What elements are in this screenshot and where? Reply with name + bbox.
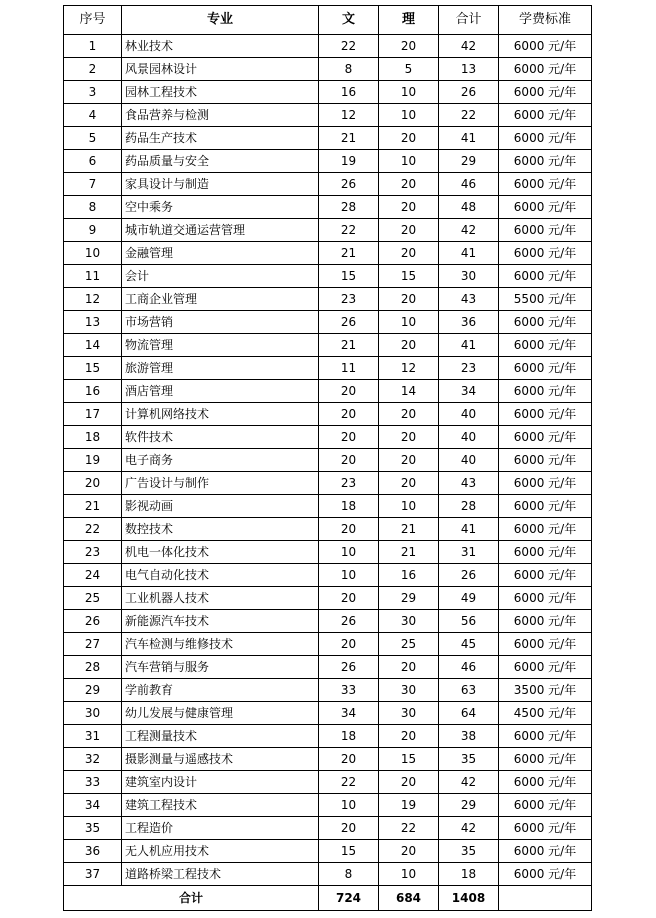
- row-index: 7: [64, 173, 122, 196]
- row-arts: 10: [319, 541, 379, 564]
- row-major: 计算机网络技术: [122, 403, 319, 426]
- row-total: 48: [439, 196, 499, 219]
- table-row: [64, 472, 592, 495]
- table-row: [64, 311, 592, 334]
- row-arts: 12: [319, 104, 379, 127]
- row-science: 20: [379, 288, 439, 311]
- header-major: 专业: [122, 6, 319, 35]
- row-major: 新能源汽车技术: [122, 610, 319, 633]
- row-index: 36: [64, 840, 122, 863]
- row-index: 9: [64, 219, 122, 242]
- header-total: 合计: [439, 6, 499, 35]
- row-science: 10: [379, 150, 439, 173]
- table-row: [64, 150, 592, 173]
- row-science: 20: [379, 472, 439, 495]
- row-science: 20: [379, 725, 439, 748]
- row-total: 56: [439, 610, 499, 633]
- row-total: 43: [439, 288, 499, 311]
- table-row: [64, 748, 592, 771]
- row-index: 2: [64, 58, 122, 81]
- row-total: 40: [439, 426, 499, 449]
- row-arts: 15: [319, 265, 379, 288]
- row-index: 6: [64, 150, 122, 173]
- row-arts: 34: [319, 702, 379, 725]
- table-row: [64, 265, 592, 288]
- row-major: 会计: [122, 265, 319, 288]
- table-row: [64, 541, 592, 564]
- row-arts: 28: [319, 196, 379, 219]
- row-fee: 6000 元/年: [499, 840, 592, 863]
- row-fee: 5500 元/年: [499, 288, 592, 311]
- row-arts: 15: [319, 840, 379, 863]
- table-row: [64, 679, 592, 702]
- row-total: 43: [439, 472, 499, 495]
- row-total: 42: [439, 35, 499, 58]
- table-row: [64, 173, 592, 196]
- row-major: 无人机应用技术: [122, 840, 319, 863]
- row-fee: 6000 元/年: [499, 771, 592, 794]
- row-science: 19: [379, 794, 439, 817]
- table-row: [64, 127, 592, 150]
- table-row: [64, 219, 592, 242]
- row-total: 28: [439, 495, 499, 518]
- row-arts: 8: [319, 863, 379, 886]
- row-science: 10: [379, 104, 439, 127]
- row-arts: 20: [319, 587, 379, 610]
- row-fee: 6000 元/年: [499, 127, 592, 150]
- row-arts: 20: [319, 380, 379, 403]
- row-major: 市场营销: [122, 311, 319, 334]
- row-total: 36: [439, 311, 499, 334]
- row-index: 8: [64, 196, 122, 219]
- row-index: 20: [64, 472, 122, 495]
- row-index: 29: [64, 679, 122, 702]
- row-index: 37: [64, 863, 122, 886]
- row-total: 23: [439, 357, 499, 380]
- row-science: 5: [379, 58, 439, 81]
- row-fee: 6000 元/年: [499, 81, 592, 104]
- row-index: 1: [64, 35, 122, 58]
- row-major: 建筑室内设计: [122, 771, 319, 794]
- row-arts: 20: [319, 403, 379, 426]
- row-index: 30: [64, 702, 122, 725]
- table-row: [64, 495, 592, 518]
- row-major: 工商企业管理: [122, 288, 319, 311]
- row-major: 酒店管理: [122, 380, 319, 403]
- row-science: 10: [379, 81, 439, 104]
- row-fee: 6000 元/年: [499, 541, 592, 564]
- row-major: 学前教育: [122, 679, 319, 702]
- row-major: 空中乘务: [122, 196, 319, 219]
- row-total: 22: [439, 104, 499, 127]
- row-fee: 6000 元/年: [499, 219, 592, 242]
- row-major: 工业机器人技术: [122, 587, 319, 610]
- row-fee: 6000 元/年: [499, 58, 592, 81]
- row-science: 20: [379, 426, 439, 449]
- row-arts: 21: [319, 242, 379, 265]
- row-science: 21: [379, 541, 439, 564]
- row-fee: 6000 元/年: [499, 426, 592, 449]
- row-science: 21: [379, 518, 439, 541]
- row-total: 41: [439, 127, 499, 150]
- table-row: [64, 334, 592, 357]
- row-science: 15: [379, 265, 439, 288]
- row-major: 机电一体化技术: [122, 541, 319, 564]
- row-index: 31: [64, 725, 122, 748]
- row-arts: 11: [319, 357, 379, 380]
- row-major: 物流管理: [122, 334, 319, 357]
- row-arts: 26: [319, 656, 379, 679]
- row-fee: 6000 元/年: [499, 817, 592, 840]
- table-row: [64, 702, 592, 725]
- row-total: 40: [439, 403, 499, 426]
- row-science: 29: [379, 587, 439, 610]
- table-row: [64, 242, 592, 265]
- row-science: 30: [379, 610, 439, 633]
- table-row: [64, 656, 592, 679]
- row-major: 金融管理: [122, 242, 319, 265]
- row-major: 电气自动化技术: [122, 564, 319, 587]
- row-index: 25: [64, 587, 122, 610]
- row-fee: 6000 元/年: [499, 35, 592, 58]
- row-total: 38: [439, 725, 499, 748]
- table-row: [64, 725, 592, 748]
- row-fee: 6000 元/年: [499, 380, 592, 403]
- table-row: [64, 403, 592, 426]
- row-major: 园林工程技术: [122, 81, 319, 104]
- row-index: 32: [64, 748, 122, 771]
- row-science: 30: [379, 702, 439, 725]
- row-index: 16: [64, 380, 122, 403]
- table-row: [64, 196, 592, 219]
- row-index: 23: [64, 541, 122, 564]
- row-major: 影视动画: [122, 495, 319, 518]
- row-total: 35: [439, 748, 499, 771]
- row-arts: 26: [319, 610, 379, 633]
- row-total: 35: [439, 840, 499, 863]
- row-science: 20: [379, 771, 439, 794]
- row-index: 17: [64, 403, 122, 426]
- row-arts: 23: [319, 472, 379, 495]
- table-row: [64, 449, 592, 472]
- row-major: 林业技术: [122, 35, 319, 58]
- table-row: [64, 863, 592, 886]
- table-row: [64, 564, 592, 587]
- total-science: 684: [379, 886, 439, 911]
- row-fee: 6000 元/年: [499, 150, 592, 173]
- row-arts: 10: [319, 794, 379, 817]
- row-fee: 6000 元/年: [499, 403, 592, 426]
- header-row: [64, 6, 592, 35]
- row-arts: 33: [319, 679, 379, 702]
- row-index: 34: [64, 794, 122, 817]
- row-index: 13: [64, 311, 122, 334]
- table-row: [64, 35, 592, 58]
- row-total: 42: [439, 817, 499, 840]
- row-arts: 8: [319, 58, 379, 81]
- row-index: 10: [64, 242, 122, 265]
- row-index: 26: [64, 610, 122, 633]
- row-major: 幼儿发展与健康管理: [122, 702, 319, 725]
- header-science: 理: [379, 6, 439, 35]
- row-total: 26: [439, 81, 499, 104]
- table-row: [64, 771, 592, 794]
- row-index: 19: [64, 449, 122, 472]
- row-science: 30: [379, 679, 439, 702]
- header-fee: 学费标准: [499, 6, 592, 35]
- total-label: 合计: [64, 886, 319, 911]
- row-major: 数控技术: [122, 518, 319, 541]
- row-total: 13: [439, 58, 499, 81]
- header-index: 序号: [64, 6, 122, 35]
- total-all: 1408: [439, 886, 499, 911]
- row-science: 15: [379, 748, 439, 771]
- row-fee: 6000 元/年: [499, 656, 592, 679]
- row-fee: 6000 元/年: [499, 564, 592, 587]
- row-arts: 20: [319, 817, 379, 840]
- row-science: 10: [379, 311, 439, 334]
- row-total: 49: [439, 587, 499, 610]
- row-total: 41: [439, 334, 499, 357]
- row-fee: 6000 元/年: [499, 104, 592, 127]
- row-science: 10: [379, 495, 439, 518]
- row-science: 20: [379, 242, 439, 265]
- row-arts: 26: [319, 173, 379, 196]
- row-index: 4: [64, 104, 122, 127]
- row-fee: 6000 元/年: [499, 495, 592, 518]
- row-major: 电子商务: [122, 449, 319, 472]
- enrollment-plan-table: [63, 5, 592, 911]
- table-row: [64, 794, 592, 817]
- row-index: 14: [64, 334, 122, 357]
- row-major: 工程造价: [122, 817, 319, 840]
- row-index: 5: [64, 127, 122, 150]
- row-arts: 18: [319, 725, 379, 748]
- row-fee: 6000 元/年: [499, 449, 592, 472]
- row-major: 道路桥梁工程技术: [122, 863, 319, 886]
- total-arts: 724: [319, 886, 379, 911]
- row-fee: 6000 元/年: [499, 610, 592, 633]
- row-major: 建筑工程技术: [122, 794, 319, 817]
- table-row: [64, 104, 592, 127]
- row-total: 63: [439, 679, 499, 702]
- row-major: 汽车检测与维修技术: [122, 633, 319, 656]
- header-arts: 文: [319, 6, 379, 35]
- row-total: 64: [439, 702, 499, 725]
- table-row: [64, 610, 592, 633]
- row-major: 药品生产技术: [122, 127, 319, 150]
- row-arts: 20: [319, 633, 379, 656]
- row-major: 食品营养与检测: [122, 104, 319, 127]
- row-fee: 6000 元/年: [499, 196, 592, 219]
- row-total: 40: [439, 449, 499, 472]
- row-fee: 6000 元/年: [499, 725, 592, 748]
- row-major: 广告设计与制作: [122, 472, 319, 495]
- row-index: 12: [64, 288, 122, 311]
- row-science: 20: [379, 656, 439, 679]
- row-science: 12: [379, 357, 439, 380]
- row-index: 15: [64, 357, 122, 380]
- row-arts: 16: [319, 81, 379, 104]
- row-science: 20: [379, 334, 439, 357]
- row-arts: 18: [319, 495, 379, 518]
- row-total: 31: [439, 541, 499, 564]
- row-fee: 6000 元/年: [499, 242, 592, 265]
- table-row: [64, 518, 592, 541]
- row-science: 14: [379, 380, 439, 403]
- row-fee: 6000 元/年: [499, 357, 592, 380]
- row-fee: 4500 元/年: [499, 702, 592, 725]
- total-row: [64, 886, 592, 911]
- row-science: 16: [379, 564, 439, 587]
- row-fee: 6000 元/年: [499, 265, 592, 288]
- row-fee: 6000 元/年: [499, 748, 592, 771]
- row-total: 29: [439, 794, 499, 817]
- row-science: 20: [379, 173, 439, 196]
- row-total: 30: [439, 265, 499, 288]
- row-arts: 22: [319, 35, 379, 58]
- row-arts: 20: [319, 518, 379, 541]
- row-major: 软件技术: [122, 426, 319, 449]
- row-fee: 6000 元/年: [499, 311, 592, 334]
- table-row: [64, 58, 592, 81]
- row-science: 10: [379, 863, 439, 886]
- row-index: 21: [64, 495, 122, 518]
- row-total: 41: [439, 518, 499, 541]
- row-fee: 6000 元/年: [499, 794, 592, 817]
- row-fee: 6000 元/年: [499, 863, 592, 886]
- row-total: 46: [439, 173, 499, 196]
- row-arts: 20: [319, 748, 379, 771]
- table-row: [64, 81, 592, 104]
- row-major: 家具设计与制造: [122, 173, 319, 196]
- row-index: 24: [64, 564, 122, 587]
- table-row: [64, 288, 592, 311]
- row-major: 药品质量与安全: [122, 150, 319, 173]
- row-fee: 6000 元/年: [499, 587, 592, 610]
- row-total: 34: [439, 380, 499, 403]
- row-total: 41: [439, 242, 499, 265]
- row-arts: 21: [319, 127, 379, 150]
- row-index: 27: [64, 633, 122, 656]
- row-science: 20: [379, 35, 439, 58]
- row-major: 城市轨道交通运营管理: [122, 219, 319, 242]
- row-index: 35: [64, 817, 122, 840]
- row-total: 26: [439, 564, 499, 587]
- row-science: 25: [379, 633, 439, 656]
- total-fee: [499, 886, 592, 911]
- row-arts: 26: [319, 311, 379, 334]
- row-total: 18: [439, 863, 499, 886]
- row-fee: 6000 元/年: [499, 472, 592, 495]
- row-arts: 23: [319, 288, 379, 311]
- row-science: 20: [379, 840, 439, 863]
- table-row: [64, 380, 592, 403]
- row-total: 42: [439, 219, 499, 242]
- row-science: 20: [379, 127, 439, 150]
- table-row: [64, 840, 592, 863]
- row-arts: 22: [319, 219, 379, 242]
- row-science: 20: [379, 403, 439, 426]
- row-science: 20: [379, 449, 439, 472]
- row-arts: 20: [319, 426, 379, 449]
- row-major: 汽车营销与服务: [122, 656, 319, 679]
- table-row: [64, 426, 592, 449]
- row-total: 42: [439, 771, 499, 794]
- row-science: 22: [379, 817, 439, 840]
- table-row: [64, 817, 592, 840]
- row-arts: 19: [319, 150, 379, 173]
- row-major: 风景园林设计: [122, 58, 319, 81]
- row-fee: 6000 元/年: [499, 518, 592, 541]
- row-fee: 6000 元/年: [499, 334, 592, 357]
- row-major: 摄影测量与遥感技术: [122, 748, 319, 771]
- row-total: 46: [439, 656, 499, 679]
- row-arts: 22: [319, 771, 379, 794]
- row-fee: 6000 元/年: [499, 173, 592, 196]
- row-fee: 6000 元/年: [499, 633, 592, 656]
- row-index: 11: [64, 265, 122, 288]
- row-major: 旅游管理: [122, 357, 319, 380]
- table-row: [64, 357, 592, 380]
- row-total: 45: [439, 633, 499, 656]
- table-row: [64, 633, 592, 656]
- row-science: 20: [379, 219, 439, 242]
- row-index: 18: [64, 426, 122, 449]
- row-fee: 3500 元/年: [499, 679, 592, 702]
- row-arts: 10: [319, 564, 379, 587]
- table-row: [64, 587, 592, 610]
- row-major: 工程测量技术: [122, 725, 319, 748]
- row-science: 20: [379, 196, 439, 219]
- row-index: 28: [64, 656, 122, 679]
- row-index: 33: [64, 771, 122, 794]
- row-total: 29: [439, 150, 499, 173]
- row-arts: 21: [319, 334, 379, 357]
- row-index: 22: [64, 518, 122, 541]
- row-arts: 20: [319, 449, 379, 472]
- row-index: 3: [64, 81, 122, 104]
